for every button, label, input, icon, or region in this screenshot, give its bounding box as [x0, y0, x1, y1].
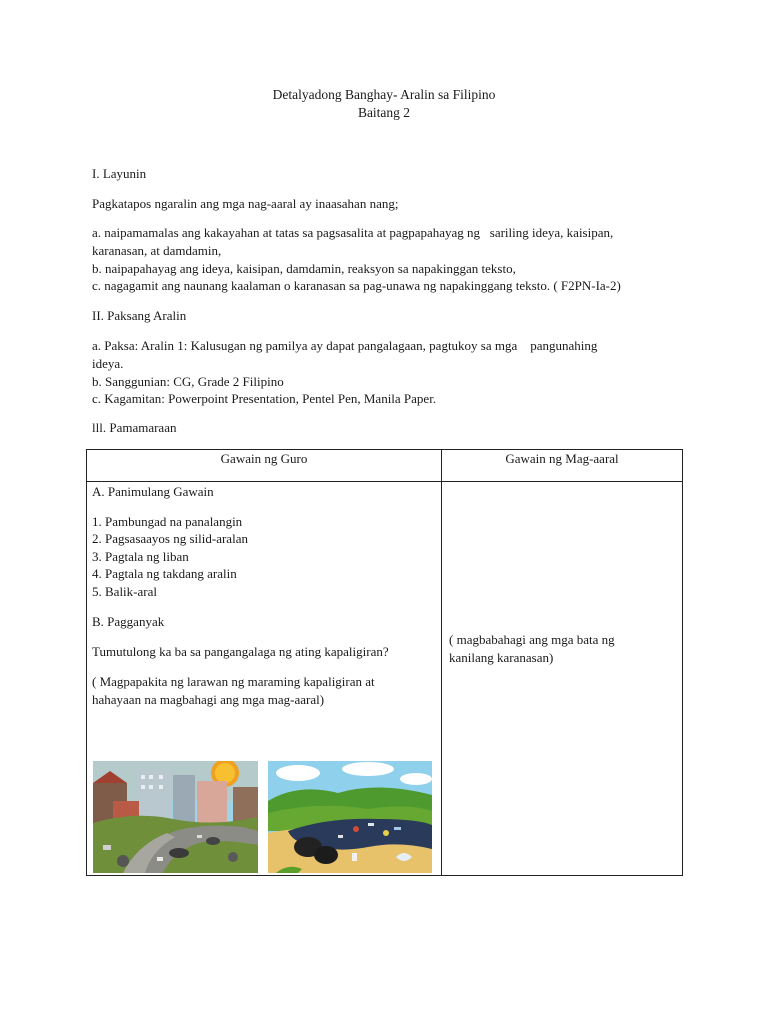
- list-item: 5. Balik-aral: [92, 584, 157, 599]
- layunin-item: b. naipapahayag ang ideya, kaisipan, damdamin, reaksyon sa napakinggan teksto,: [92, 261, 516, 276]
- document-title: Detalyadong Banghay- Aralin sa Filipino: [272, 87, 496, 102]
- header-student-activity: Gawain ng Mag-aaral: [442, 450, 683, 482]
- section-heading-layunin: I. Layunin: [92, 166, 147, 181]
- layunin-item: a. naipamamalas ang kakayahan at tatas sa pagsasalita at pagpapahayag ng sariling ideya, kaisipan,: [92, 225, 614, 240]
- grade-level: Baitang 2: [357, 105, 411, 120]
- paksa-item: c. Kagamitan: Powerpoint Presentation, Pentel Pen, Manila Paper.: [92, 391, 437, 406]
- list-item: 1. Pambungad na panalangin: [92, 514, 243, 529]
- header-teacher-activity: Gawain ng Guro: [87, 450, 442, 482]
- list-item: 3. Pagtala ng liban: [92, 549, 189, 564]
- section-heading-paksa: II. Paksang Aralin: [92, 308, 187, 323]
- student-activity-cell: [442, 482, 683, 876]
- table-header-row: [87, 450, 683, 482]
- pagganyak-heading: B. Pagganyak: [92, 614, 165, 629]
- polluted-city-picture: [93, 761, 258, 873]
- paksa-item: a. Paksa: Aralin 1: Kalusugan ng pamilya ay dapat pangalagaan, pagtukoy sa mga pangunahing: [92, 338, 598, 353]
- motivation-question: Tumutulong ka ba sa pangangalaga ng ating kapaligiran?: [92, 644, 389, 659]
- section-heading-pamamaraan: lll. Pamamaraan: [92, 420, 177, 435]
- layunin-item: karanasan, at damdamin,: [92, 243, 222, 258]
- layunin-intro: Pagkatapos ngaralin ang mga nag-aaral ay inaasahan nang;: [92, 196, 399, 211]
- teacher-activity-cell: [87, 482, 442, 876]
- paksa-item: b. Sanggunian: CG, Grade 2 Filipino: [92, 374, 284, 389]
- student-response-line: kanilang karanasan): [449, 650, 554, 665]
- layunin-item: c. nagagamit ang naunang kaalaman o karanasan sa pag-unawa ng napakinggang teksto. ( F2PN-Ia-2): [92, 278, 621, 293]
- panimulang-gawain-heading: A. Panimulang Gawain: [92, 484, 214, 499]
- list-item: 4. Pagtala ng takdang aralin: [92, 566, 237, 581]
- student-response-line: ( magbabahagi ang mga bata ng: [449, 632, 615, 647]
- list-item: 2. Pagsasaayos ng silid-aralan: [92, 531, 248, 546]
- table-row: [87, 482, 683, 876]
- polluted-river-picture: [268, 761, 432, 873]
- paksa-item: ideya.: [92, 356, 124, 371]
- procedure-table: [86, 449, 683, 876]
- instruction-line: ( Magpapakita ng larawan ng maraming kapaligiran at: [92, 674, 375, 689]
- instruction-line: hahayaan na magbahagi ang mga mag-aaral): [92, 692, 325, 707]
